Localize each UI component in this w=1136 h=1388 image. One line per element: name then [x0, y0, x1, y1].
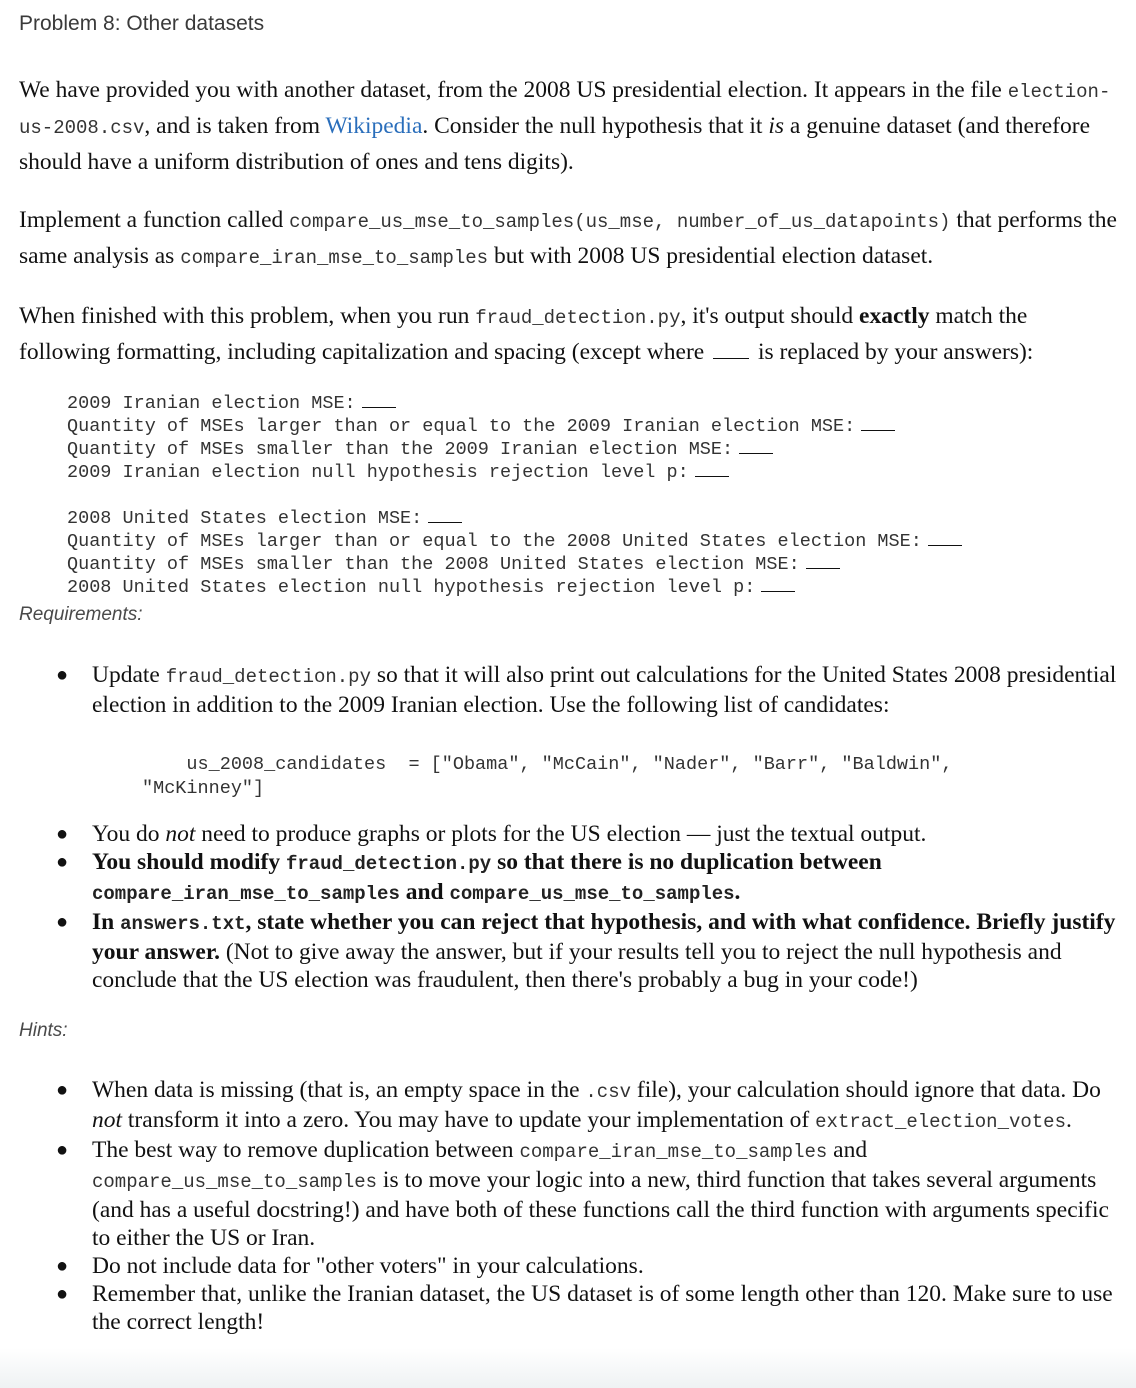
requirements-heading: Requirements: [19, 604, 143, 625]
blank-placeholder [861, 430, 895, 431]
text: . [1065, 1107, 1072, 1133]
list-item [0, 1252, 1120, 1280]
page-title: Problem 8: Other datasets [19, 12, 265, 35]
hints-heading: Hints: [19, 1020, 68, 1041]
code-line: us_2008_candidates = ["Obama", "McCain", "Nader", "Barr", "Baldwin", [142, 754, 953, 775]
output-text: Quantity of MSEs smaller than the 2009 Iranian election MSE: [67, 439, 734, 460]
text: that performs the same analysis as [19, 207, 1117, 269]
bullet-icon: ● [56, 851, 69, 873]
text: transform it into a zero. You may have to update your implementation of [122, 1107, 816, 1133]
output-line [67, 415, 898, 438]
answers-filename: answers.txt [120, 913, 246, 935]
list-item [0, 1076, 1120, 1136]
us-function-name: compare_us_mse_to_samples [92, 1171, 378, 1193]
text: a genuine dataset (and therefore should have a uniform distribution of ones and tens digits). [19, 113, 1091, 175]
requirements-list [0, 820, 1120, 994]
text: When finished with this problem, when you run [19, 303, 476, 329]
text: need to produce graphs or plots for the US election — just the textual output. [195, 821, 927, 847]
bullet-icon: ● [56, 823, 69, 845]
us-output-block [67, 507, 965, 599]
bullet-icon: ● [56, 1283, 69, 1305]
output-text: 2008 United States election MSE: [67, 508, 423, 529]
extract-function-name: extract_election_votes [815, 1111, 1066, 1133]
list-item [0, 1280, 1120, 1336]
iran-function-name: compare_iran_mse_to_samples [92, 883, 400, 905]
bottom-fade [0, 1348, 1136, 1388]
output-line [67, 553, 965, 576]
text: is replaced by your answers): [752, 339, 1034, 365]
intro-paragraph [19, 73, 1119, 179]
iran-function-name: compare_iran_mse_to_samples [180, 247, 489, 269]
bullet-icon: ● [56, 1139, 69, 1161]
text: Remember that, unlike the Iranian dataset, the US dataset is of some length other than 120. Make sure to use the correct length! [92, 1281, 1113, 1335]
blank-placeholder [761, 591, 795, 592]
candidates-code-block [142, 753, 1120, 801]
requirements-list [0, 661, 1120, 801]
text: and [827, 1137, 868, 1163]
script-filename: fraud_detection.py [285, 853, 492, 875]
text: , it's output should [680, 303, 860, 329]
csv-extension: .csv [585, 1081, 631, 1103]
blank-placeholder [713, 358, 749, 359]
us-function-signature: compare_us_mse_to_samples(us_mse, number_of_us_datapoints) [289, 211, 951, 233]
blank-placeholder [428, 522, 462, 523]
text: You do [92, 821, 166, 847]
text: In [92, 909, 121, 935]
text: so that there is no duplication between [491, 849, 882, 875]
output-line [67, 530, 965, 553]
output-line [67, 576, 965, 599]
script-filename: fraud_detection.py [475, 307, 681, 329]
emphasis-is: is [768, 113, 785, 139]
bullet-icon: ● [56, 664, 69, 686]
implement-paragraph [19, 203, 1119, 275]
emphasis-exactly: exactly [859, 303, 930, 329]
bullet-icon: ● [56, 1079, 69, 1101]
text: , state whether you can reject that hypothesis, and with what confidence. Briefly justify your answer. [92, 909, 1116, 965]
text: so that it will also print out calculations for the United States 2008 presidential election in addition to the 2009 Iranian election. Use the following list of candidates: [92, 662, 1117, 718]
list-item [0, 1136, 1120, 1252]
output-line [67, 392, 898, 415]
iran-output-block [67, 392, 898, 484]
blank-placeholder [928, 545, 962, 546]
list-item [0, 908, 1120, 994]
text: Do not include data for "other voters" in your calculations. [92, 1253, 644, 1279]
bullet-icon: ● [56, 911, 69, 933]
text: We have provided you with another dataset, from the 2008 US presidential election. It appears in the file [19, 77, 1008, 103]
output-text: 2008 United States election null hypothesis rejection level p: [67, 577, 756, 598]
iran-function-name: compare_iran_mse_to_samples [519, 1141, 828, 1163]
text: The best way to remove duplication between [92, 1137, 520, 1163]
wikipedia-link[interactable]: Wikipedia [325, 113, 423, 139]
output-line [67, 507, 965, 530]
emphasis-not: not [92, 1107, 123, 1133]
text: Implement a function called [19, 207, 290, 233]
list-item [0, 848, 1120, 908]
text: match the following formatting, including capitalization and spacing (except where [19, 303, 1028, 365]
output-line [67, 461, 898, 484]
output-text: 2009 Iranian election MSE: [67, 393, 356, 414]
text: You should modify [92, 849, 286, 875]
text: is to move your logic into a new, third function that takes several arguments (and has a useful docstring!) and have both of these functions call the third function with arguments specific to either the US or Iran. [92, 1167, 1109, 1251]
code-line: "McKinney"] [142, 778, 265, 799]
csv-filename: election-us-2008.csv [19, 81, 1111, 139]
text: and [399, 879, 450, 905]
blank-placeholder [806, 568, 840, 569]
blank-placeholder [362, 407, 396, 408]
us-function-name: compare_us_mse_to_samples [449, 883, 735, 905]
output-text: Quantity of MSEs larger than or equal to the 2009 Iranian election MSE: [67, 416, 856, 437]
output-line [67, 438, 898, 461]
list-item [0, 661, 1120, 801]
blank-placeholder [739, 453, 773, 454]
bullet-icon: ● [56, 1255, 69, 1277]
list-item [0, 820, 1120, 848]
text: file), your calculation should ignore that data. Do [631, 1077, 1101, 1103]
output-text: Quantity of MSEs larger than or equal to the 2008 United States election MSE: [67, 531, 922, 552]
hints-list [0, 1076, 1120, 1336]
text: , and is taken from [144, 113, 326, 139]
script-filename: fraud_detection.py [165, 666, 371, 688]
output-format-paragraph [19, 299, 1119, 369]
text: When data is missing (that is, an empty space in the [92, 1077, 586, 1103]
text: (Not to give away the answer, but if your results tell you to reject the null hypothesis and conclude that the US election was fraudulent, then there's probably a bug in your code!) [92, 939, 1062, 993]
output-text: 2009 Iranian election null hypothesis rejection level p: [67, 462, 689, 483]
blank-placeholder [695, 476, 729, 477]
emphasis-not: not [165, 821, 196, 847]
output-text: Quantity of MSEs smaller than the 2008 United States election MSE: [67, 554, 800, 575]
text: but with 2008 US presidential election dataset. [488, 243, 934, 269]
text: . [734, 879, 741, 905]
text: Update [92, 662, 166, 688]
text: . Consider the null hypothesis that it [422, 113, 769, 139]
